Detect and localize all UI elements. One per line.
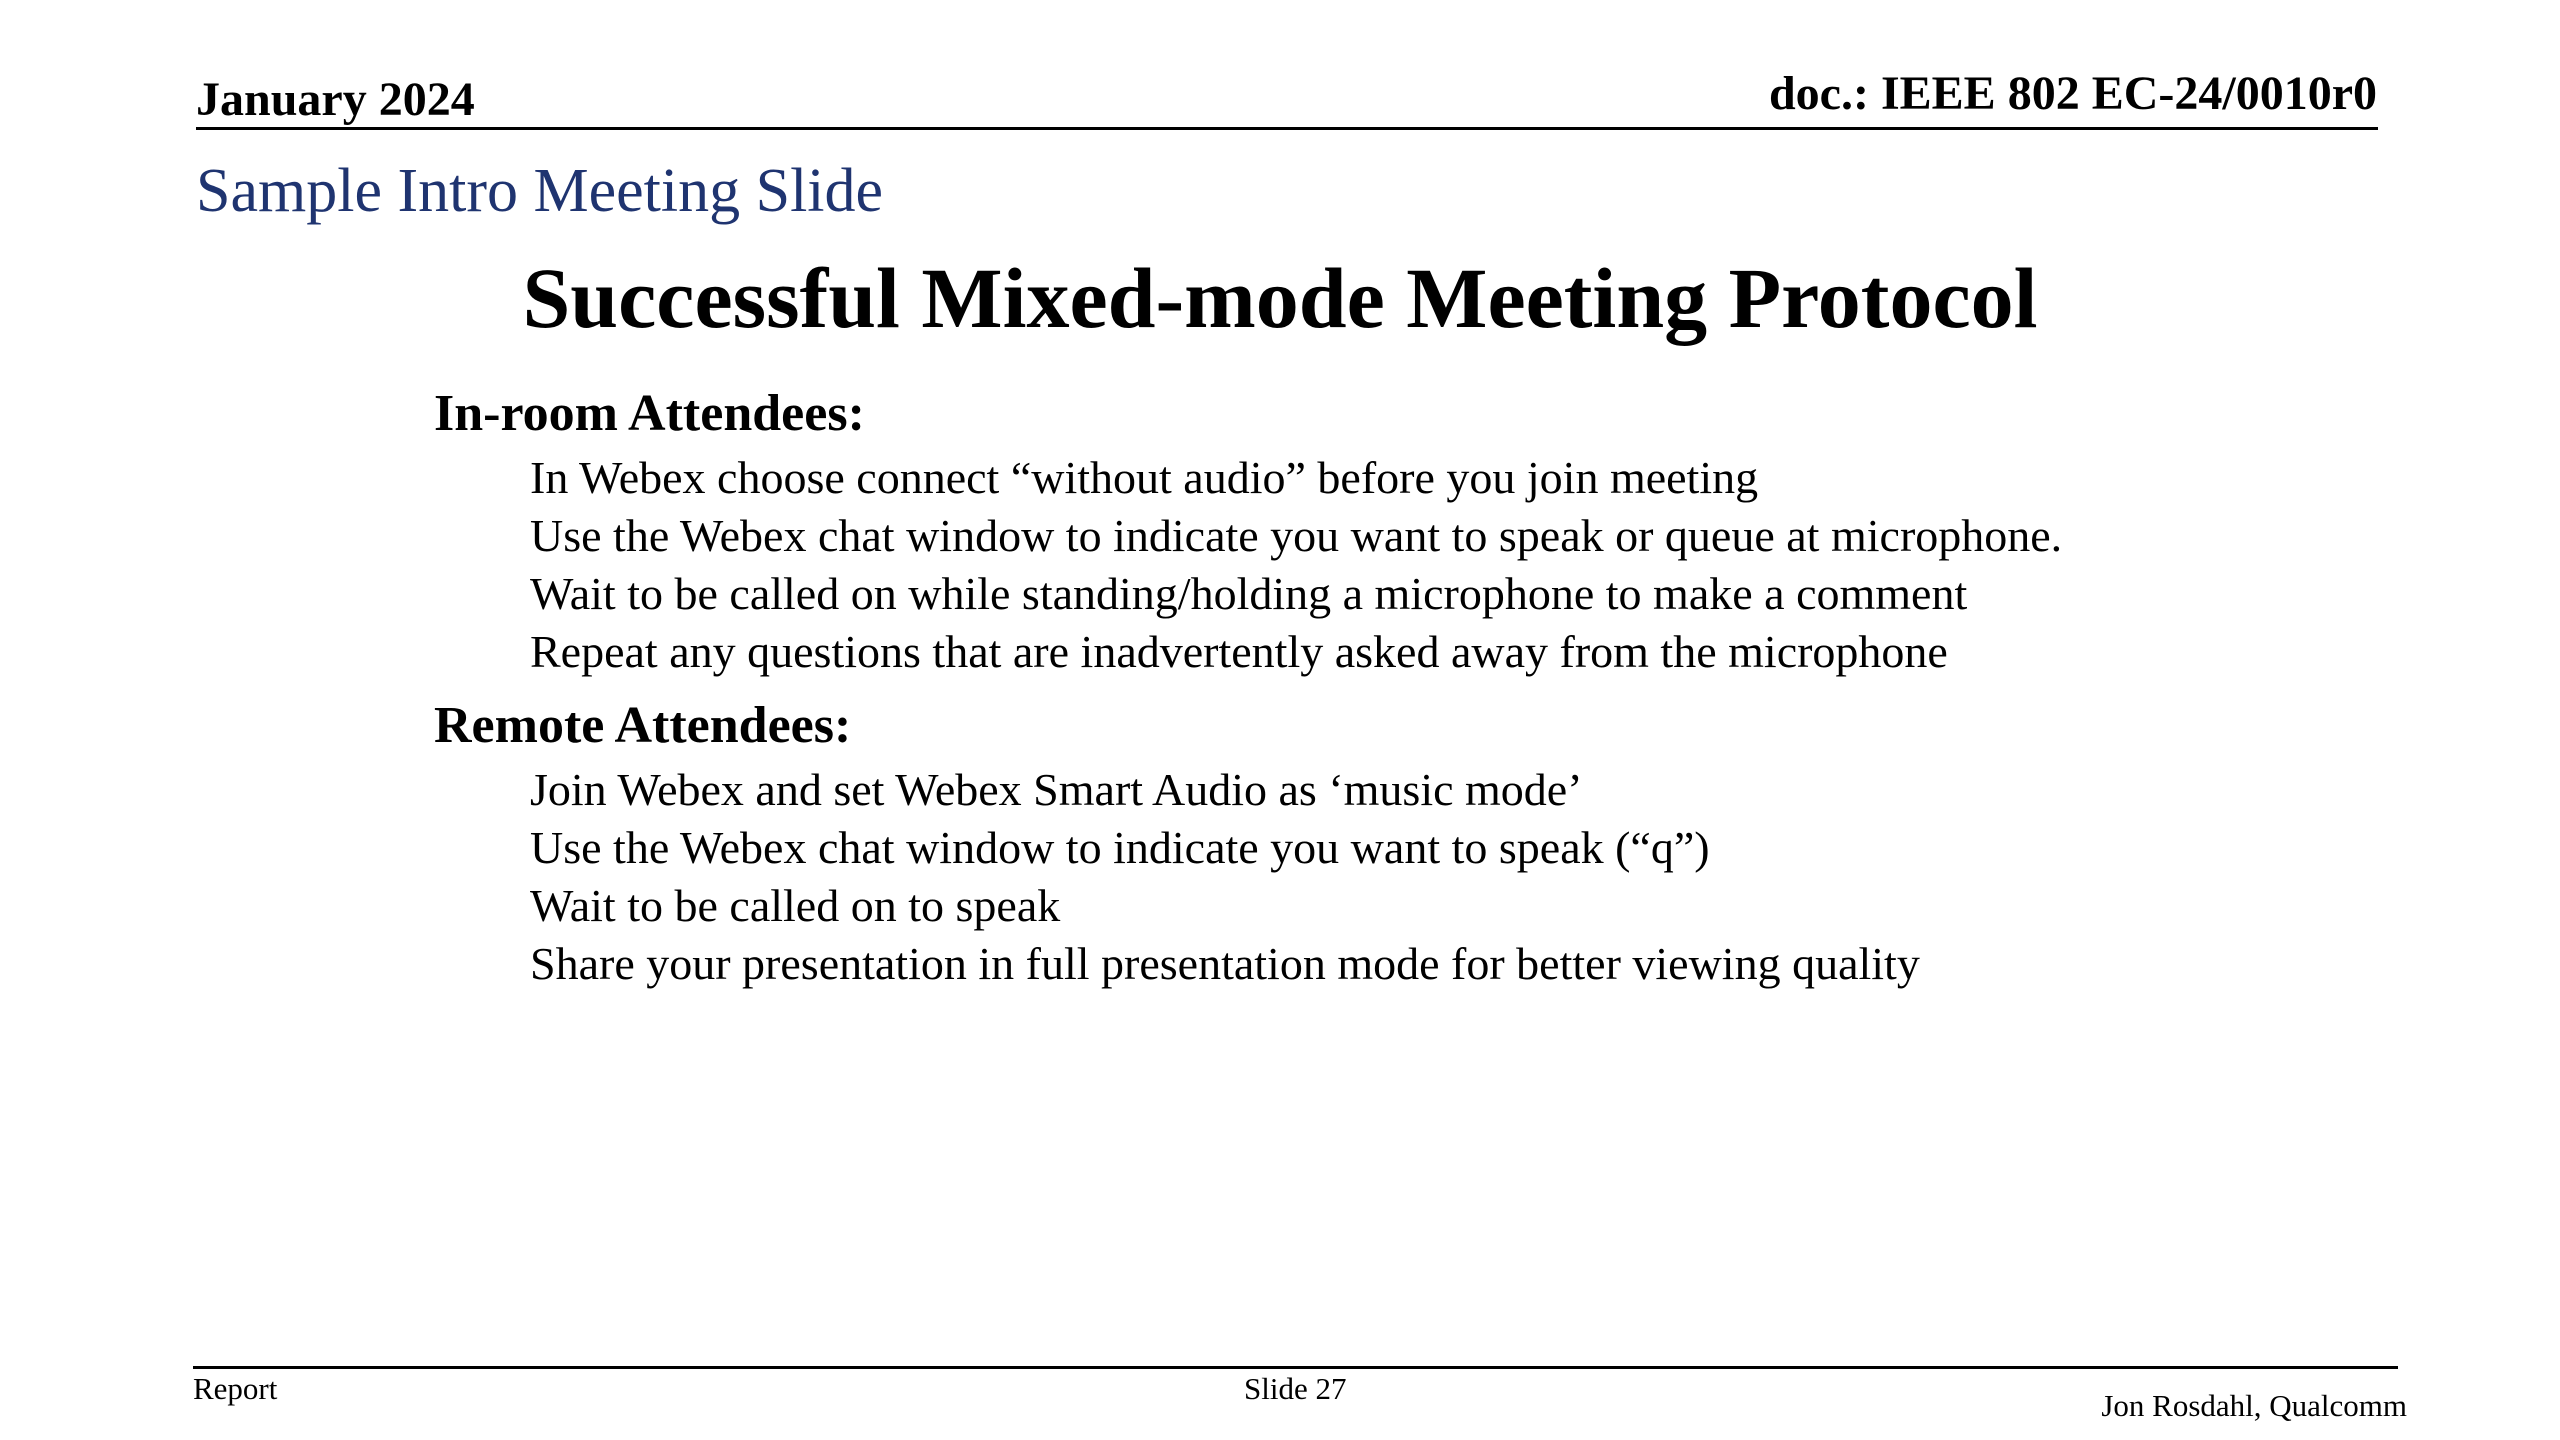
list-item: Share your presentation in full presentation mode for better viewing quality xyxy=(530,938,1920,989)
list-item: Use the Webex chat window to indicate you want to speak or queue at microphone. xyxy=(530,510,2063,561)
header-date: January 2024 xyxy=(196,73,475,126)
header-doc-id: doc.: IEEE 802 EC-24/0010r0 xyxy=(1768,67,2377,120)
footer-author: Jon Rosdahl, Qualcomm xyxy=(2101,1388,2407,1423)
list-item: Join Webex and set Webex Smart Audio as ‘music mode’ xyxy=(530,764,1583,815)
footer-rule xyxy=(193,1366,2398,1369)
list-item: Repeat any questions that are inadvertently asked away from the microphone xyxy=(530,626,1948,677)
footer-report-label: Report xyxy=(193,1371,278,1406)
list-item: In Webex choose connect “without audio” before you join meeting xyxy=(530,452,1759,503)
slide-subtitle: Sample Intro Meeting Slide xyxy=(196,157,884,225)
footer-slide-number: Slide 27 xyxy=(1244,1371,1347,1406)
section-heading-in-room: In-room Attendees: xyxy=(434,385,865,442)
list-item: Wait to be called on to speak xyxy=(530,880,1061,931)
header-rule xyxy=(196,127,2378,130)
list-item: Wait to be called on while standing/holding a microphone to make a comment xyxy=(530,568,1968,619)
slide-title: Successful Mixed-mode Meeting Protocol xyxy=(522,250,2038,346)
section-heading-remote: Remote Attendees: xyxy=(434,697,852,754)
list-item: Use the Webex chat window to indicate you want to speak (“q”) xyxy=(530,822,1710,873)
